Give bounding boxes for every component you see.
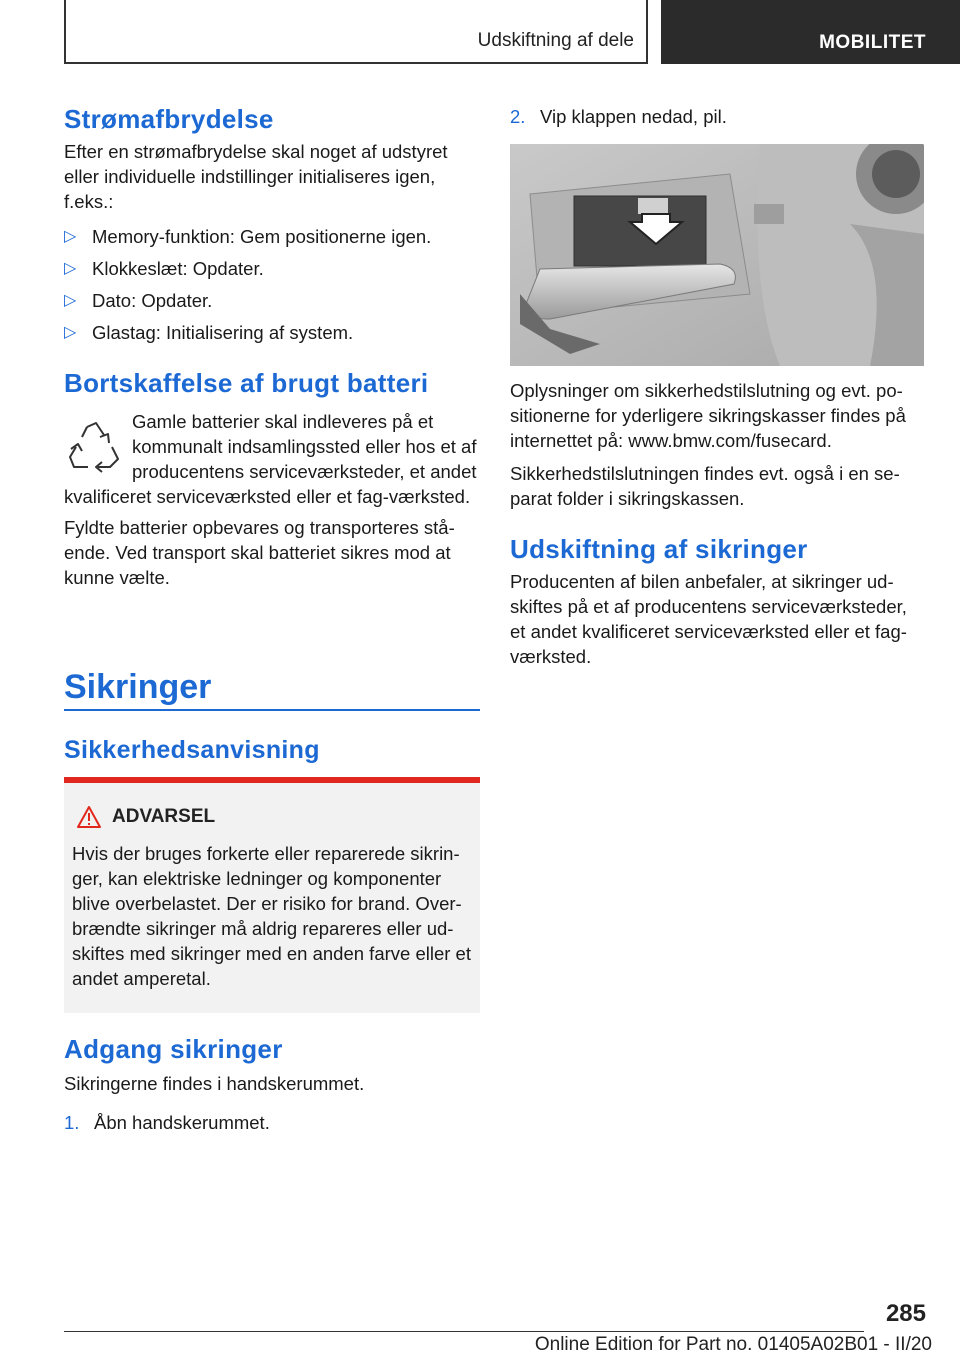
disposal-body (64, 409, 480, 590)
fuses-section (64, 668, 480, 707)
access-section (64, 1034, 480, 1096)
safety-section (64, 736, 480, 765)
step-2 (510, 104, 924, 129)
bullet-text: Glastag: Initialisering af system. (92, 322, 354, 343)
step-text: Åbn handskerummet. (94, 1112, 270, 1133)
bullet-item (64, 320, 480, 352)
access-text: Sikringerne findes i handskerummet. (64, 1073, 365, 1094)
header-chapter-box (64, 0, 648, 64)
replace-section (510, 534, 924, 669)
power-bullets (64, 224, 480, 352)
warning-box (64, 777, 480, 1013)
power-intro: Efter en strømafbrydelse skal noget af udstyret eller individuelle indstillinger initialiseres igen, f.eks.: (64, 141, 448, 212)
bullet-text: Dato: Opdater. (92, 290, 213, 311)
power-section (64, 104, 480, 214)
header-section-box (661, 0, 960, 64)
section-rule (64, 709, 480, 711)
bullet-item (64, 224, 480, 256)
footer-rule (64, 1331, 864, 1332)
bullet-item (64, 256, 480, 288)
step-text: Vip klappen nedad, pil. (540, 106, 727, 127)
disposal-section (64, 368, 480, 590)
info-text-2: Sikkerhedstilslutningen findes evt. også i en se-parat folder i sikringskassen. (510, 463, 900, 509)
disposal-text: Gamle batterier skal indleveres på et kommunalt indsamlingssted eller hos et af producentens serviceværksteder, et andet kvalificeret serviceværksted eller et fag-værksted. (64, 411, 477, 507)
glovebox-illustration (510, 144, 924, 366)
disposal-text-2: Fyldte batterier opbevares og transporteres stå-ende. Ved transport skal batteriet sikres mod at kunne vælte. (64, 517, 455, 588)
warning-label: ADVARSEL (112, 806, 216, 827)
glovebox-photo (510, 144, 924, 366)
warning-triangle-icon (76, 805, 102, 829)
power-title: Strømafbrydelse (64, 104, 274, 134)
bullet-triangle-icon: ▷ (64, 260, 77, 277)
fuses-title: Sikringer (64, 668, 212, 706)
info-section (510, 378, 924, 511)
access-title: Adgang sikringer (64, 1034, 283, 1064)
bullet-text: Memory-funktion: Gem positionerne igen. (92, 226, 432, 247)
edition-text: Online Edition for Part no. 01405A02B01 - II/20 (534, 1334, 932, 1355)
step-1 (64, 1110, 480, 1135)
replace-text: Producenten af bilen anbefaler, at sikringer ud-skiftes på et af producentens serviceværksteder, et andet kvalificeret serviceværksted eller et fag-værksted. (510, 571, 907, 667)
disposal-title: Bortskaffelse af brugt batteri (64, 368, 429, 398)
warning-text: Hvis der bruges forkerte eller reparerede sikrin-ger, kan elektriske ledninger og komponenter blive overbelastet. Der er risiko for brand. Over-brændte sikringer må aldrig repareres eller ud-skiftes med sikringer med en anden farve eller et andet amperetal. (72, 843, 471, 989)
bullet-text: Klokkeslæt: Opdater. (92, 258, 264, 279)
step-number: 1. (64, 1112, 80, 1133)
replace-title: Udskiftning af sikringer (510, 534, 808, 564)
recycle-icon (64, 419, 124, 475)
bullet-triangle-icon: ▷ (64, 292, 77, 309)
header-section: MOBILITET (819, 32, 926, 53)
header-chapter: Udskiftning af dele (477, 30, 634, 51)
safety-title: Sikkerhedsanvisning (64, 736, 320, 764)
page-number: 285 (885, 1300, 926, 1327)
bullet-triangle-icon: ▷ (64, 324, 77, 341)
warning-header (76, 805, 215, 829)
step-number: 2. (510, 106, 526, 127)
info-text-1: Oplysninger om sikkerhedstilslutning og evt. po-sitionerne for yderligere sikringskasser findes på internettet på: www.bmw.com/fusecard. (510, 380, 906, 451)
bullet-item (64, 288, 480, 320)
bullet-triangle-icon: ▷ (64, 228, 77, 245)
